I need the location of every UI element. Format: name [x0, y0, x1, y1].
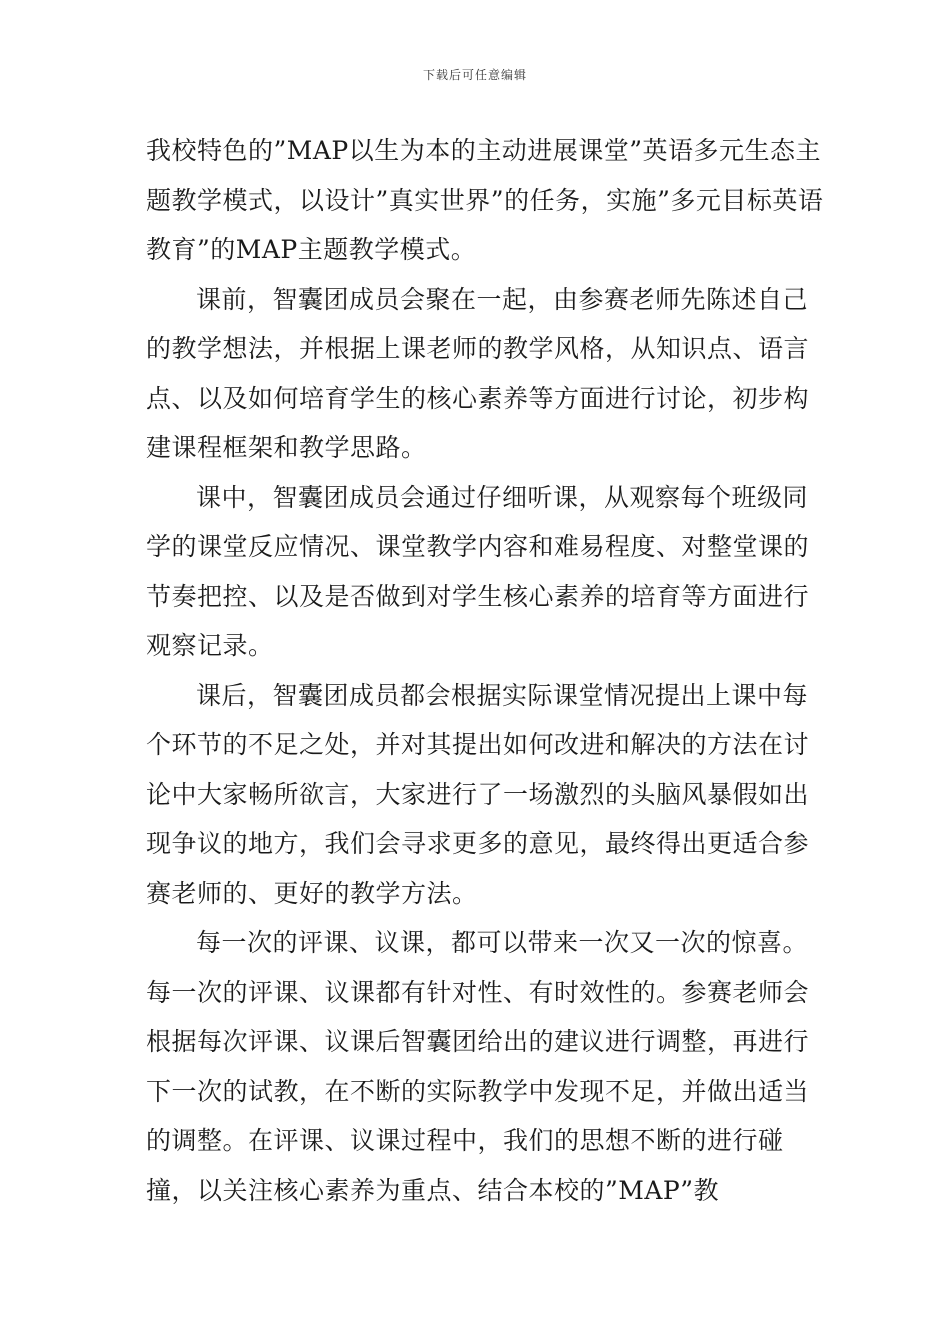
paragraph-5: 每一次的评课、议课，都可以带来一次又一次的惊喜。每一次的评课、议课都有针对性、有时效性的。参赛老师会根据每次评课、议课后智囊团给出的建议进行调整，再进行下一次的试教，在不断的实际教学中发现不足，并做出适当的调整。在评课、议课过程中，我们的思想不断的进行碰撞，以关注核心素养为重点、结合本校的”MAP”教 — [146, 928, 810, 1205]
paragraph-3: 课中，智囊团成员会通过仔细听课，从观察每个班级同学的课堂反应情况、课堂教学内容和难易程度、对整堂课的节奏把控、以及是否做到对学生核心素养的培育等方面进行观察记录。 — [146, 482, 810, 660]
paragraph-4: 课后，智囊团成员都会根据实际课堂情况提出上课中每个环节的不足之处，并对其提出如何改进和解决的方法在讨论中大家畅所欲言，大家进行了一场激烈的头脑风暴假如出现争议的地方，我们会寻求更多的意见，最终得出更适合参赛老师的、更好的教学方法。 — [146, 680, 810, 908]
document-body — [146, 126, 826, 1215]
paragraph-1: 我校特色的”MAP以生为本的主动进展课堂”英语多元生态主题教学模式，以设计”真实世界”的任务，实施”多元目标英语教育”的MAP主题教学模式。 — [146, 136, 824, 264]
paragraph-2: 课前，智囊团成员会聚在一起，由参赛老师先陈述自己的教学想法，并根据上课老师的教学风格，从知识点、语言点、以及如何培育学生的核心素养等方面进行讨论，初步构建课程框架和教学思路。 — [146, 284, 810, 462]
page-header: 下载后可任意编辑 — [422, 68, 527, 82]
